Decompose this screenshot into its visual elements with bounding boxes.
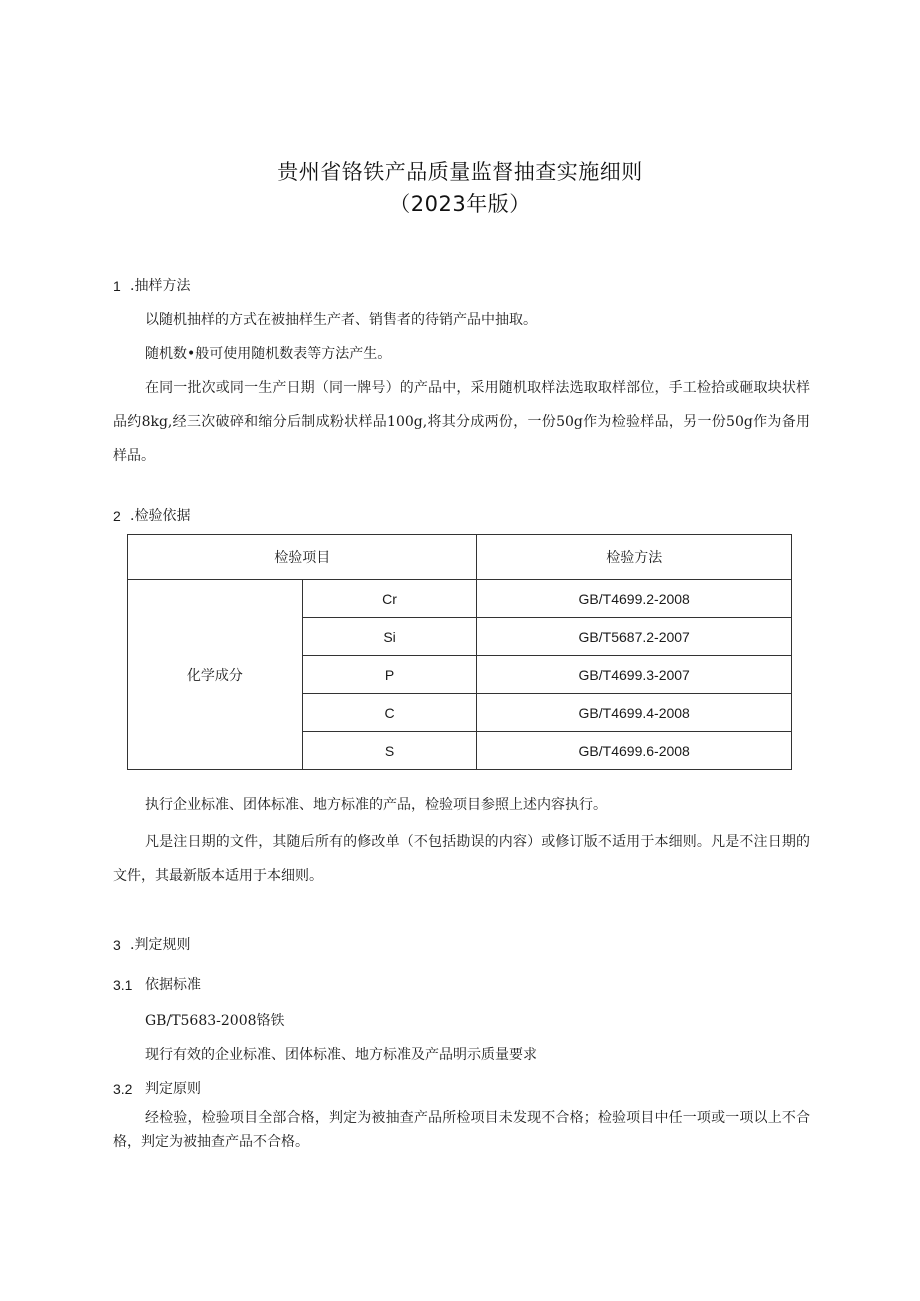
item-cell: S <box>302 732 477 770</box>
section1-paragraph-3: 在同一批次或同一生产日期（同一牌号）的产品中，采用随机取样法选取取样部位，手工检拾或砸取块状样品约8kg,经三次破碎和缩分后制成粉状样品100g,将其分成两份，一份50g作为检验样品，另一份50g作为备用样品。 <box>113 380 810 464</box>
group-cell-chemical-composition: 化学成分 <box>128 580 303 770</box>
item-cell: P <box>302 656 477 694</box>
method-cell: GB/T4699.6-2008 <box>477 732 792 770</box>
section3-heading: .判定规则 <box>130 937 191 953</box>
subsection-3-1-number: 3.1 <box>113 977 133 993</box>
item-cell: Cr <box>302 580 477 618</box>
inspection-table <box>127 534 792 770</box>
subsection-3-1-heading: 依据标准 <box>145 977 201 993</box>
section1-heading: .抽样方法 <box>130 278 191 294</box>
method-cell: GB/T5687.2-2007 <box>477 618 792 656</box>
header-inspection-method: 检验方法 <box>477 535 792 580</box>
standard-reference: GB/T5683-2008铬铁 <box>145 1013 285 1029</box>
item-cell: Si <box>302 618 477 656</box>
method-cell: GB/T4699.2-2008 <box>477 580 792 618</box>
section2-heading: .检验依据 <box>130 508 191 524</box>
item-cell: C <box>302 694 477 732</box>
document-title: 贵州省铬铁产品质量监督抽查实施细则 <box>277 160 643 184</box>
section2-paragraph-1: 执行企业标准、团体标准、地方标准的产品，检验项目参照上述内容执行。 <box>145 797 607 813</box>
method-cell: GB/T4699.4-2008 <box>477 694 792 732</box>
section2-paragraph-2: 凡是注日期的文件，其随后所有的修改单（不包括勘误的内容）或修订版不适用于本细则。凡是不注日期的文件，其最新版本适用于本细则。 <box>113 834 810 884</box>
section3-number: 3 <box>113 937 121 953</box>
section1-paragraph-1: 以随机抽样的方式在被抽样生产者、销售者的待销产品中抽取。 <box>145 312 537 328</box>
subsection-3-2-number: 3.2 <box>113 1081 133 1097</box>
section1-paragraph-2: 随机数•般可使用随机数表等方法产生。 <box>145 346 392 362</box>
standard-requirements: 现行有效的企业标准、团体标准、地方标准及产品明示质量要求 <box>145 1047 537 1063</box>
table-row <box>128 580 792 618</box>
document-edition: （2023年版） <box>389 192 531 216</box>
section2-number: 2 <box>113 508 121 524</box>
section1-number: 1 <box>113 278 121 294</box>
table-header-row <box>128 535 792 580</box>
header-inspection-item: 检验项目 <box>128 535 477 580</box>
judgement-principle-paragraph: 经检验，检验项目全部合格，判定为被抽查产品所检项目未发现不合格；检验项目中任一项或一项以上不合格，判定为被抽查产品不合格。 <box>113 1110 810 1150</box>
subsection-3-2-heading: 判定原则 <box>145 1081 201 1097</box>
method-cell: GB/T4699.3-2007 <box>477 656 792 694</box>
